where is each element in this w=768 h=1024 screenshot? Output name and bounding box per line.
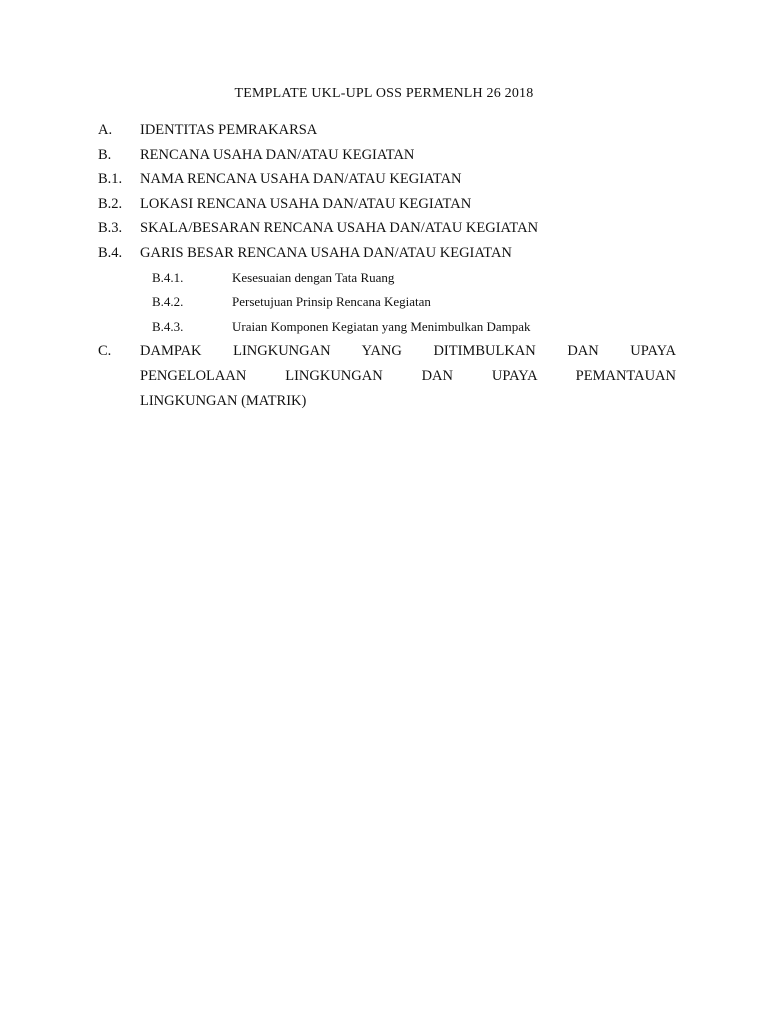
outline-item-c xyxy=(98,339,676,413)
outline-subitem-number: B.4.1. xyxy=(152,269,184,285)
outline-item-b3 xyxy=(98,216,676,241)
outline-list xyxy=(98,118,676,413)
outline-item-text: RENCANA USAHA DAN/ATAU KEGIATAN xyxy=(140,146,415,163)
outline-subitem-text: Uraian Komponen Kegiatan yang Menimbulkan Dampak xyxy=(232,318,531,334)
outline-item-number: C. xyxy=(98,343,112,360)
outline-item-number: B.1. xyxy=(98,171,123,188)
outline-subitem-number: B.4.3. xyxy=(152,318,184,334)
outline-item-b1 xyxy=(98,167,676,192)
outline-item-text xyxy=(140,339,676,413)
document-title: TEMPLATE UKL-UPL OSS PERMENLH 26 2018 xyxy=(234,86,534,101)
outline-item-text: LOKASI RENCANA USAHA DAN/ATAU KEGIATAN xyxy=(140,195,472,212)
outline-item-b4 xyxy=(98,241,676,266)
outline-item-number: B.3. xyxy=(98,220,123,237)
outline-item-number: B.4. xyxy=(98,244,123,261)
outline-subitem-text: Persetujuan Prinsip Rencana Kegiatan xyxy=(232,294,431,310)
outline-item-number: B. xyxy=(98,146,112,163)
outline-item-b xyxy=(98,143,676,168)
outline-item-text: IDENTITAS PEMRAKARSA xyxy=(140,122,318,138)
outline-item-text: GARIS BESAR RENCANA USAHA DAN/ATAU KEGIATAN xyxy=(140,244,512,261)
outline-subitem-number: B.4.2. xyxy=(152,294,184,310)
outline-item-text-line: LINGKUNGAN (MATRIK) xyxy=(140,392,307,409)
outline-item-text: SKALA/BESARAN RENCANA USAHA DAN/ATAU KEGIATAN xyxy=(140,220,539,237)
outline-item-number: A. xyxy=(98,122,113,138)
outline-item-a xyxy=(98,118,676,143)
outline-subitem-b41 xyxy=(98,266,676,291)
outline-subitem-text: Kesesuaian dengan Tata Ruang xyxy=(232,269,395,285)
outline-item-number: B.2. xyxy=(98,195,123,212)
outline-subitem-b42 xyxy=(98,290,676,315)
outline-item-b2 xyxy=(98,192,676,217)
outline-item-text: NAMA RENCANA USAHA DAN/ATAU KEGIATAN xyxy=(140,171,462,188)
outline-item-text-line: DAMPAK LINGKUNGAN YANG DITIMBULKAN DAN UPAYA xyxy=(140,343,676,360)
outline-subitem-b43 xyxy=(98,315,676,340)
outline-item-text-line: PENGELOLAAN LINGKUNGAN DAN UPAYA PEMANTAUAN xyxy=(140,367,676,384)
